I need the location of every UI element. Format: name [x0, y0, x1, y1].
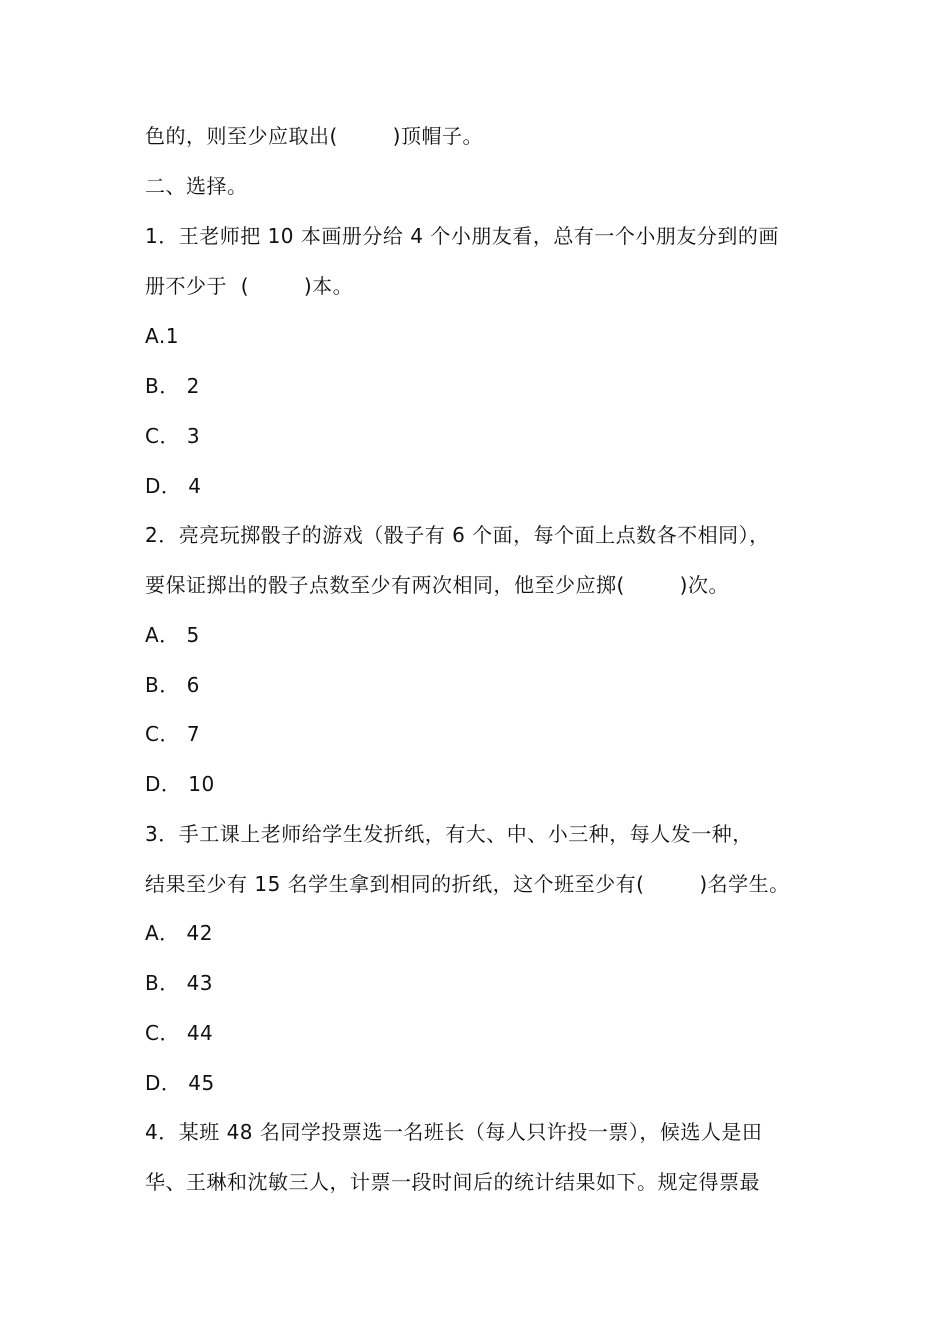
question-4-line-1: 4．某班 48 名同学投票选一名班长（每人只许投一票），候选人是田: [145, 1120, 763, 1144]
question-1-option-d: D． 4: [145, 474, 202, 498]
question-1-option-c: C． 3: [145, 424, 201, 448]
question-1-line-1: 1．王老师把 10 本画册分给 4 个小朋友看，总有一个小朋友分到的画: [145, 224, 779, 248]
question-3-option-b: B． 43: [145, 971, 214, 995]
question-2-line-2: 要保证掷出的骰子点数至少有两次相同，他至少应掷( )次。: [145, 573, 729, 597]
question-2-line-1: 2．亮亮玩掷骰子的游戏（骰子有 6 个面，每个面上点数各不相同），: [145, 523, 770, 547]
question-2-option-a: A． 5: [145, 623, 200, 647]
question-1-option-b: B． 2: [145, 374, 200, 398]
question-3-line-2: 结果至少有 15 名学生拿到相同的折纸，这个班至少有( )名学生。: [145, 872, 790, 896]
text-line-continuation: 色的，则至少应取出( )顶帽子。: [145, 124, 483, 148]
question-3-option-a: A． 42: [145, 921, 213, 945]
question-3-line-1: 3．手工课上老师给学生发折纸，有大、中、小三种，每人发一种，: [145, 822, 753, 846]
section-heading-choice: 二、选择。: [145, 174, 248, 198]
question-3-option-d: D． 45: [145, 1071, 215, 1095]
question-2-option-b: B． 6: [145, 673, 200, 697]
question-1-line-2: 册不少于 ( )本。: [145, 274, 354, 298]
question-4-line-2: 华、王琳和沈敏三人，计票一段时间后的统计结果如下。规定得票最: [145, 1170, 760, 1194]
question-1-option-a: A.1: [145, 324, 179, 348]
question-2-option-c: C． 7: [145, 722, 201, 746]
question-3-option-c: C． 44: [145, 1021, 214, 1045]
question-2-option-d: D． 10: [145, 772, 215, 796]
